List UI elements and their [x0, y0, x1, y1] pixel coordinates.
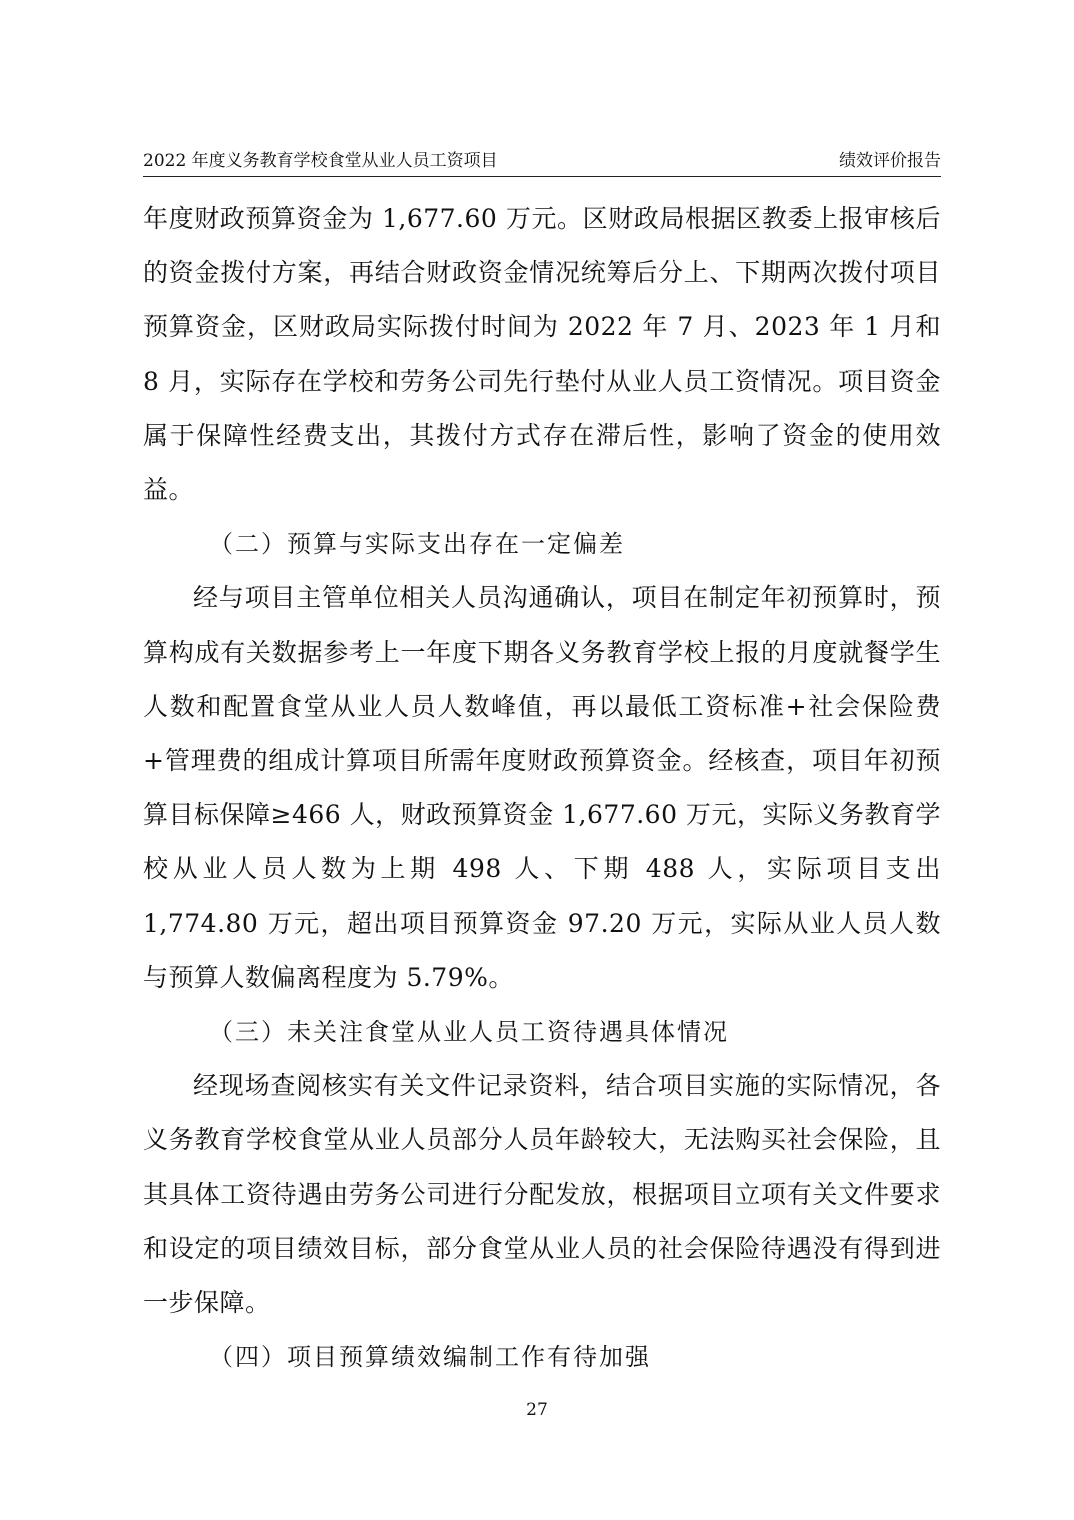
section-heading-4: （四）项目预算绩效编制工作有待加强 [209, 1343, 651, 1372]
document-body [143, 192, 941, 1384]
section-heading-2: （二）预算与实际支出存在一定偏差 [209, 530, 625, 559]
section-heading-3: （三）未关注食堂从业人员工资待遇具体情况 [209, 1018, 729, 1047]
header-title: 2022 年度义务教育学校食堂从业人员工资项目 [143, 151, 498, 171]
header-report-type: 绩效评价报告 [839, 151, 941, 171]
paragraph-staff-wages: 经现场查阅核实有关文件记录资料，结合项目实施的实际情况，各义务教育学校食堂从业人员部分人员年龄较大，无法购买社会保险，且其具体工资待遇由劳务公司进行分配发放，根据项目立项有关文件要求和设定的项目绩效目标，部分食堂从业人员的社会保险待遇没有得到进一步保障。 [143, 1071, 941, 1318]
page-header [143, 146, 941, 177]
paragraph-budget-deviation: 经与项目主管单位相关人员沟通确认，项目在制定年初预算时，预算构成有关数据参考上一年度下期各义务教育学校上报的月度就餐学生人数和配置食堂从业人员人数峰值，再以最低工资标准+社会保险费+管理费的组成计算项目所需年度财政预算资金。经核查，项目年初预算目标保障≥466 人，财政预算资金 1,677.60 万元，实际义务教育学校从业人员人数为上期 498 人、下期 488 人，实际项目支出 1,774.80 万元，超出项目预算资金 97.20 万元，实际从业人员人数与预算人数偏离程度为 5.79%。 [143, 583, 941, 992]
paragraph-funding-disbursement: 年度财政预算资金为 1,677.60 万元。区财政局根据区教委上报审核后的资金拨付方案，再结合财政资金情况统筹后分上、下期两次拨付项目预算资金，区财政局实际拨付时间为 2022 年 7 月、2023 年 1 月和 8 月，实际存在学校和劳务公司先行垫付从业人员工资情况。项目资金属于保障性经费支出，其拨付方式存在滞后性，影响了资金的使用效益。 [143, 204, 941, 505]
page-number: 27 [526, 1400, 548, 1420]
